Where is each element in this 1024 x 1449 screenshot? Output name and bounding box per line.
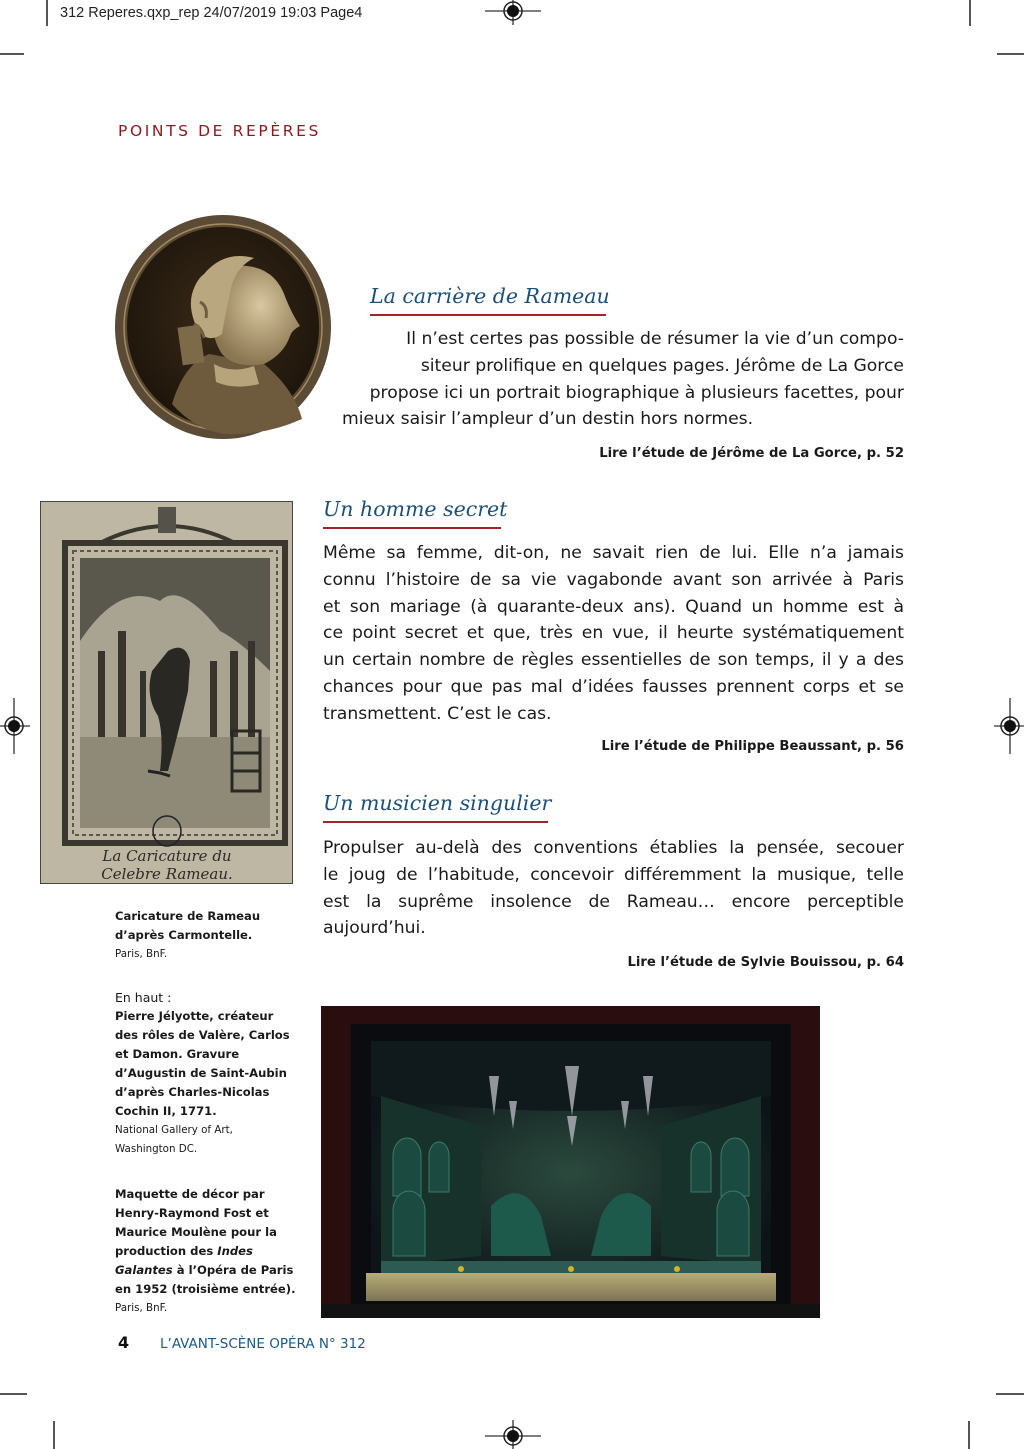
body-line: transmettent. C’est le cas. bbox=[323, 703, 552, 724]
caption-label: En haut : bbox=[115, 990, 172, 1005]
body-line: ce point secret et que, très en vue, il heurte systématiquement bbox=[323, 623, 904, 644]
body-line: connu l’histoire de sa vie vagabonde avant son arrivée à Paris bbox=[323, 569, 904, 590]
printer-slug: 312 Reperes.qxp_rep 24/07/2019 19:03 Page4 bbox=[60, 5, 363, 21]
body-line: chances pour que pas mal d’idées fausses prennent corps et se bbox=[323, 676, 904, 697]
caption-source: Paris, BnF. bbox=[115, 1302, 168, 1314]
caricature-engraving-image bbox=[40, 501, 293, 884]
section-heading: Un homme secret bbox=[323, 497, 508, 521]
section-body bbox=[342, 326, 904, 433]
study-reference: Lire l’étude de Jérôme de La Gorce, p. 52 bbox=[599, 446, 904, 461]
caption-italic: Indes bbox=[217, 1244, 253, 1258]
caption-line: d’après Carmontelle. bbox=[115, 928, 253, 942]
crop-mark bbox=[997, 53, 1024, 55]
crop-mark bbox=[46, 0, 48, 26]
caricature-inscription: Celebre Rameau. bbox=[101, 865, 233, 883]
section-heading: Un musicien singulier bbox=[323, 791, 552, 815]
caption-line: des rôles de Valère, Carlos bbox=[115, 1028, 290, 1042]
section-heading: La carrière de Rameau bbox=[370, 284, 610, 308]
study-reference: Lire l’étude de Philippe Beaussant, p. 56 bbox=[601, 739, 904, 754]
body-line: Il n’est certes pas possible de résumer la vie d’un compo- bbox=[406, 329, 904, 349]
caption-maquette bbox=[115, 1185, 295, 1318]
registration-mark-icon bbox=[0, 698, 32, 754]
body-line: et son mariage (à quarante-deux ans). Quand un homme est à bbox=[323, 596, 904, 617]
body-line: mieux saisir l’ampleur d’un destin hors normes. bbox=[342, 409, 754, 430]
caption-line: Cochin II, 1771. bbox=[115, 1104, 217, 1118]
caption-caricature bbox=[115, 907, 260, 964]
caption-source: Paris, BnF. bbox=[115, 948, 168, 960]
registration-mark-icon bbox=[994, 698, 1024, 754]
caption-text: à l’Opéra de Paris bbox=[172, 1263, 294, 1277]
caption-line: d’après Charles-Nicolas bbox=[115, 1085, 270, 1099]
section-kicker: POINTS DE REPÈRES bbox=[118, 122, 321, 140]
section-body bbox=[323, 835, 904, 942]
crop-mark bbox=[968, 1421, 970, 1449]
caption-line: et Damon. Gravure bbox=[115, 1047, 240, 1061]
stage-model-photo bbox=[321, 1006, 820, 1318]
crop-mark bbox=[0, 1393, 27, 1395]
caption-line: Pierre Jélyotte, créateur bbox=[115, 1009, 274, 1023]
caption-line: d’Augustin de Saint-Aubin bbox=[115, 1066, 287, 1080]
registration-mark-icon bbox=[485, 0, 541, 29]
body-line: Propulser au-delà des conventions établies la pensée, secouer bbox=[323, 838, 904, 858]
body-line: est la suprême insolence de Rameau… encore perceptible bbox=[323, 891, 904, 912]
caption-source: National Gallery of Art, bbox=[115, 1124, 233, 1136]
portrait-medallion-image bbox=[114, 214, 332, 440]
caption-text: production des bbox=[115, 1244, 218, 1258]
caption-source: Washington DC. bbox=[115, 1143, 198, 1155]
body-line: siteur prolifique en quelques pages. Jérôme de La Gorce bbox=[420, 355, 904, 376]
body-line: propose ici un portrait biographique à plusieurs facettes, pour bbox=[369, 382, 904, 403]
crop-mark bbox=[996, 1393, 1024, 1395]
caption-line: Henry-Raymond Fost et bbox=[115, 1206, 269, 1220]
crop-mark bbox=[969, 0, 971, 26]
caricature-inscription: La Caricature du bbox=[102, 847, 232, 865]
body-line: le joug de l’habitude, concevoir différemment la musique, telle bbox=[323, 864, 904, 885]
caption-line: Caricature de Rameau bbox=[115, 909, 261, 923]
body-line: un certain nombre de règles essentielles de son temps, il y a des bbox=[323, 650, 904, 671]
caption-line: Maquette de décor par bbox=[115, 1187, 265, 1201]
heading-underline bbox=[323, 821, 548, 823]
publication-title: L’AVANT-SCÈNE OPÉRA N° 312 bbox=[160, 1336, 366, 1352]
body-line: Même sa femme, dit-on, ne savait rien de lui. Elle n’a jamais bbox=[323, 543, 904, 563]
caption-top bbox=[115, 988, 290, 1159]
heading-underline bbox=[370, 314, 606, 316]
crop-mark bbox=[0, 53, 24, 55]
page-number: 4 bbox=[118, 1333, 130, 1352]
body-line: aujourd’hui. bbox=[323, 918, 426, 939]
section-body bbox=[323, 540, 904, 728]
crop-mark bbox=[53, 1421, 55, 1449]
caption-line: Maurice Moulène pour la bbox=[115, 1225, 277, 1239]
caption-line: en 1952 (troisième entrée). bbox=[115, 1282, 296, 1296]
caption-italic: Galantes bbox=[115, 1263, 173, 1277]
registration-mark-icon bbox=[485, 1420, 541, 1449]
heading-underline bbox=[323, 527, 501, 529]
study-reference: Lire l’étude de Sylvie Bouissou, p. 64 bbox=[627, 955, 904, 970]
